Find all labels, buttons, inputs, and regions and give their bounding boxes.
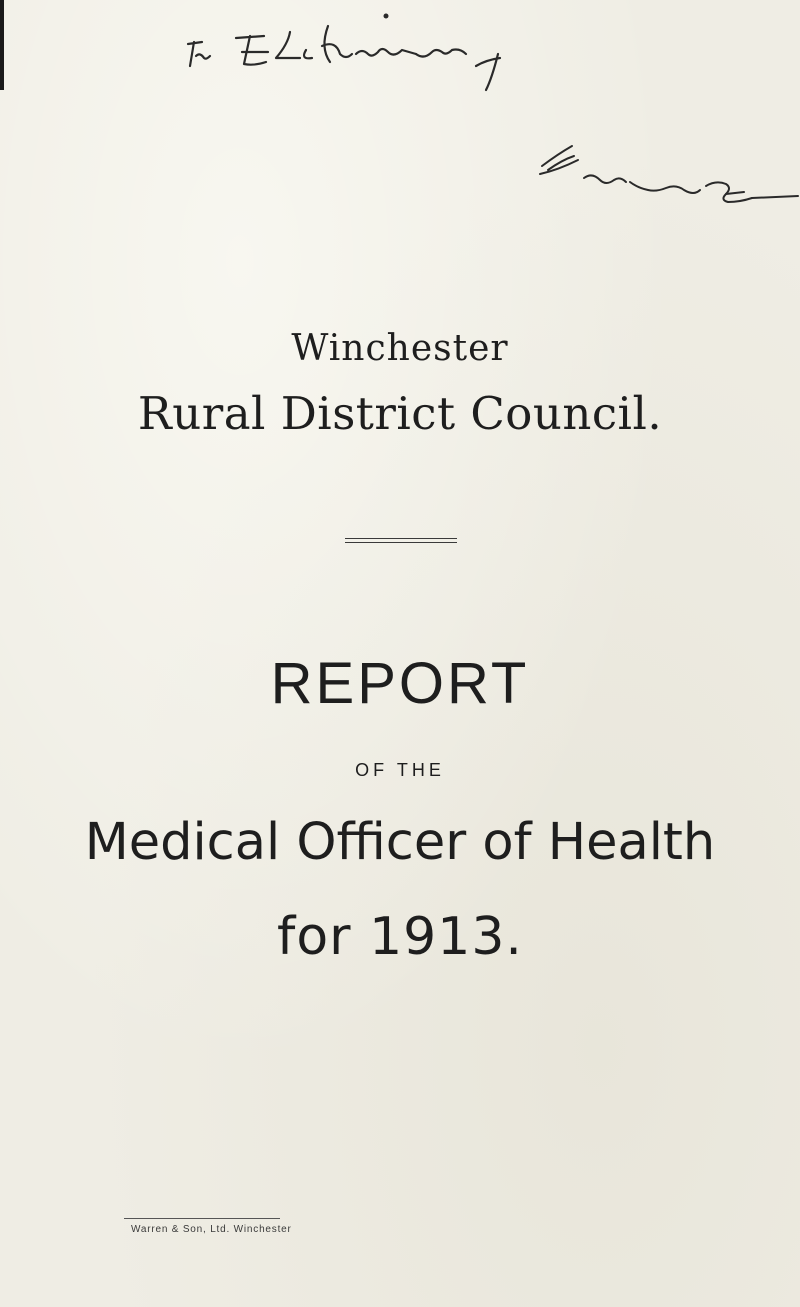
printer-imprint: Warren & Son, Ltd. Winchester <box>131 1224 292 1235</box>
report-title: REPORT <box>270 651 530 716</box>
double-rule-top <box>345 538 457 539</box>
page-edge-shadow <box>0 0 4 90</box>
council-name: Rural District Council. <box>137 387 663 440</box>
printer-rule <box>124 1218 280 1219</box>
district-name: Winchester <box>291 328 509 369</box>
handwritten-inscription-line-2 <box>530 130 800 240</box>
report-year: for 1913. <box>277 907 523 967</box>
double-rule-bottom <box>345 542 457 543</box>
handwritten-inscription-line-1 <box>180 8 520 98</box>
of-the-label: OF THE <box>355 760 445 780</box>
report-subject: Medical Officer of Health <box>84 813 716 872</box>
